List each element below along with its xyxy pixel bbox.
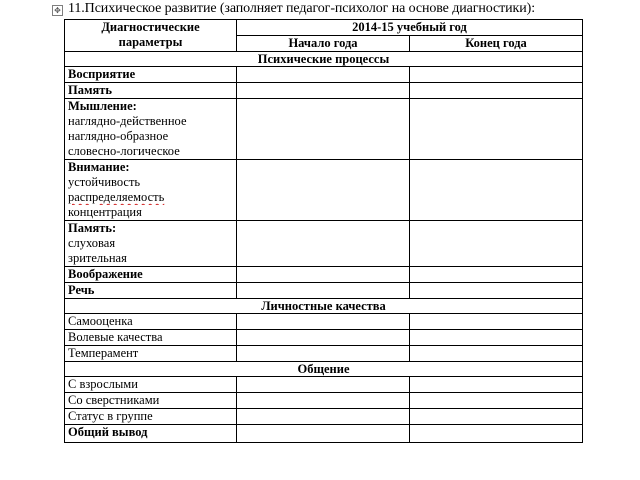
cell-start[interactable] <box>237 267 410 283</box>
row-label: наглядно-образное <box>65 129 237 144</box>
cell-end[interactable] <box>410 330 583 346</box>
table-row <box>65 251 583 267</box>
cell-end[interactable] <box>410 83 583 99</box>
cell-end[interactable] <box>410 283 583 299</box>
row-label: Мышление: <box>65 99 237 115</box>
cell-start[interactable] <box>237 114 410 129</box>
table-row <box>65 160 583 176</box>
row-label: С взрослыми <box>65 377 237 393</box>
cell-start[interactable] <box>237 251 410 267</box>
cell-end[interactable] <box>410 160 583 176</box>
table-move-handle-icon[interactable]: ✥ <box>52 5 63 16</box>
section-personal: Личностные качества <box>65 299 583 314</box>
section-heading: 11.Психическое развитие (заполняет педагог-психолог на основе диагностики): <box>68 1 535 16</box>
row-label: Речь <box>65 283 237 299</box>
row-label: Память: <box>65 221 237 237</box>
table-row <box>65 221 583 237</box>
row-label: слуховая <box>65 236 237 251</box>
cell-end[interactable] <box>410 175 583 190</box>
table-row <box>65 67 583 83</box>
row-label: зрительная <box>65 251 237 267</box>
row-label: словесно-логическое <box>65 144 237 160</box>
section-communication: Общение <box>65 362 583 377</box>
table-row <box>65 190 583 205</box>
cell-end[interactable] <box>410 425 583 443</box>
table-row <box>65 314 583 330</box>
cell-end[interactable] <box>410 346 583 362</box>
table-row <box>65 283 583 299</box>
table-row <box>65 129 583 144</box>
cell-end[interactable] <box>410 393 583 409</box>
cell-start[interactable] <box>237 330 410 346</box>
cell-start[interactable] <box>237 346 410 362</box>
cell-start[interactable] <box>237 393 410 409</box>
cell-start[interactable] <box>237 283 410 299</box>
table-row <box>65 236 583 251</box>
header-start: Начало года <box>237 36 410 52</box>
row-label: Внимание: <box>65 160 237 176</box>
header-params: Диагностические параметры <box>65 20 237 52</box>
row-label: распределяемость <box>65 190 237 205</box>
header-year: 2014-15 учебный год <box>237 20 583 36</box>
cell-start[interactable] <box>237 314 410 330</box>
cell-end[interactable] <box>410 377 583 393</box>
row-label: Восприятие <box>65 67 237 83</box>
row-label: концентрация <box>65 205 237 221</box>
table-row <box>65 330 583 346</box>
section-row <box>65 52 583 67</box>
section-processes: Психические процессы <box>65 52 583 67</box>
cell-start[interactable] <box>237 236 410 251</box>
section-row <box>65 362 583 377</box>
table-header-row <box>65 20 583 36</box>
cell-end[interactable] <box>410 144 583 160</box>
table-row <box>65 267 583 283</box>
table-row <box>65 409 583 425</box>
row-label: Самооценка <box>65 314 237 330</box>
cell-end[interactable] <box>410 314 583 330</box>
cell-end[interactable] <box>410 236 583 251</box>
cell-end[interactable] <box>410 190 583 205</box>
cell-end[interactable] <box>410 267 583 283</box>
cell-end[interactable] <box>410 129 583 144</box>
cell-start[interactable] <box>237 409 410 425</box>
row-label: Темперамент <box>65 346 237 362</box>
row-label: наглядно-действенное <box>65 114 237 129</box>
cell-end[interactable] <box>410 409 583 425</box>
cell-end[interactable] <box>410 251 583 267</box>
table-row <box>65 175 583 190</box>
cell-end[interactable] <box>410 99 583 115</box>
cell-end[interactable] <box>410 221 583 237</box>
header-end: Конец года <box>410 36 583 52</box>
row-label: Общий вывод <box>65 425 237 443</box>
cell-start[interactable] <box>237 99 410 115</box>
cell-start[interactable] <box>237 425 410 443</box>
cell-start[interactable] <box>237 160 410 176</box>
cell-start[interactable] <box>237 221 410 237</box>
cell-start[interactable] <box>237 190 410 205</box>
row-label: устойчивость <box>65 175 237 190</box>
cell-start[interactable] <box>237 144 410 160</box>
cell-end[interactable] <box>410 205 583 221</box>
row-label: Воображение <box>65 267 237 283</box>
cell-start[interactable] <box>237 205 410 221</box>
table-row <box>65 114 583 129</box>
table-row <box>65 99 583 115</box>
table-row <box>65 205 583 221</box>
table-row <box>65 425 583 443</box>
cell-start[interactable] <box>237 67 410 83</box>
row-label: Со сверстниками <box>65 393 237 409</box>
table-row <box>65 393 583 409</box>
cell-start[interactable] <box>237 175 410 190</box>
table-row <box>65 346 583 362</box>
table-row <box>65 377 583 393</box>
cell-start[interactable] <box>237 377 410 393</box>
cell-end[interactable] <box>410 67 583 83</box>
psychological-development-table <box>64 19 583 443</box>
cell-end[interactable] <box>410 114 583 129</box>
table-row <box>65 144 583 160</box>
section-row <box>65 299 583 314</box>
cell-start[interactable] <box>237 83 410 99</box>
row-label: Статус в группе <box>65 409 237 425</box>
row-label: Волевые качества <box>65 330 237 346</box>
cell-start[interactable] <box>237 129 410 144</box>
table-row <box>65 83 583 99</box>
row-label: Память <box>65 83 237 99</box>
